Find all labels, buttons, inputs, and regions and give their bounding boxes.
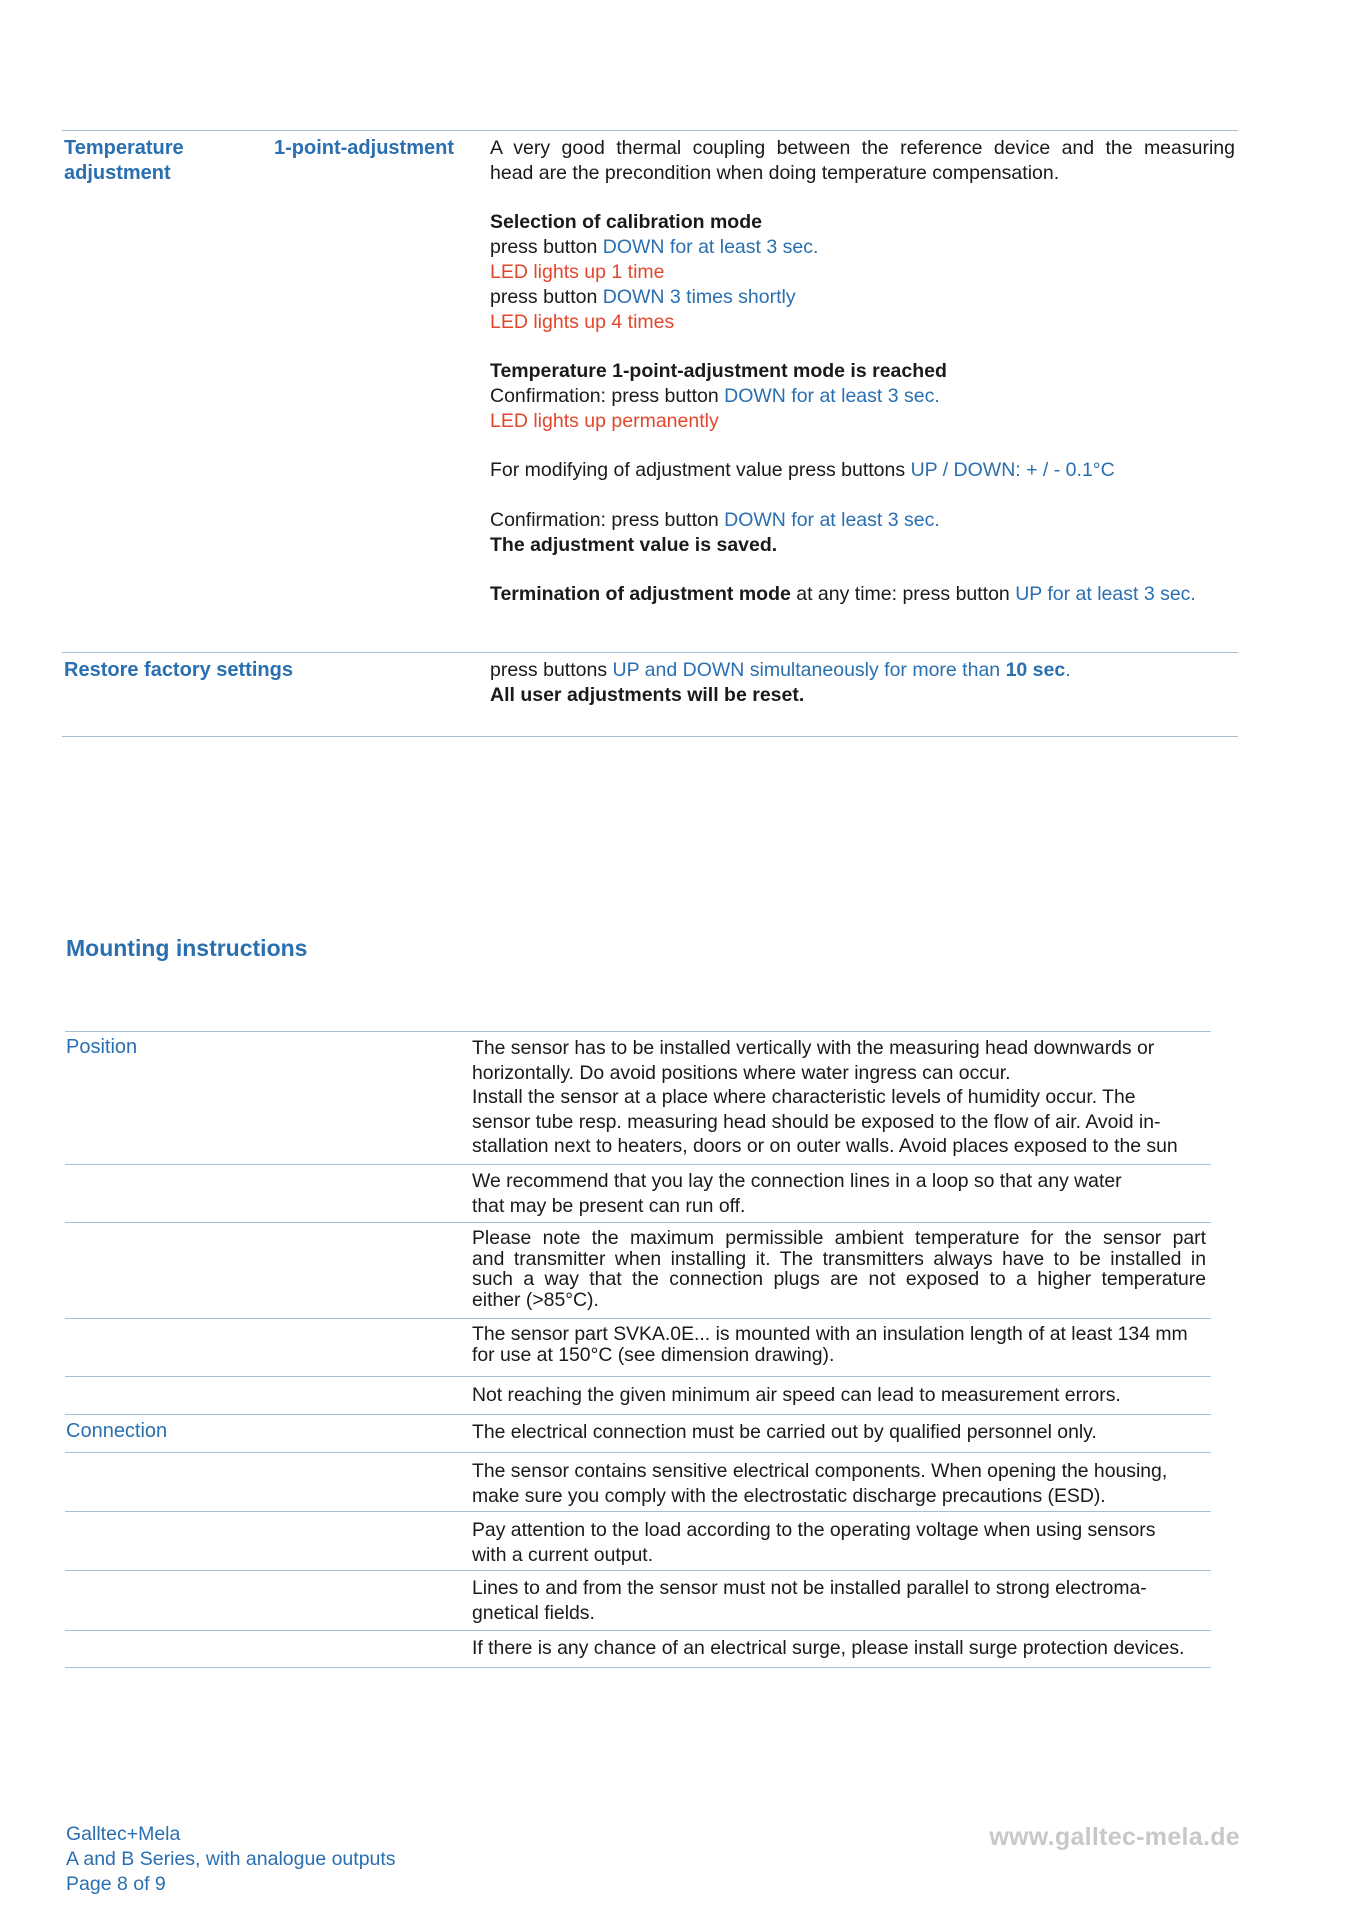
position-row-2: We recommend that you lay the connection lines in a loop so that any water that may be present can run off. xyxy=(472,1170,1122,1217)
rule-m7 xyxy=(65,1511,1211,1512)
restore-factory-settings-label: Restore factory settings xyxy=(64,659,293,681)
rule-m3 xyxy=(65,1318,1211,1319)
rule-m6 xyxy=(65,1452,1211,1453)
footer-series: A and B Series, with analogue outputs xyxy=(66,1848,396,1870)
temperature-adjustment-text xyxy=(490,136,1235,632)
connection-row-4: Lines to and from the sensor must not be installed parallel to strong electroma- gnetical fields. xyxy=(472,1577,1147,1624)
mode-reached-paragraph: Temperature 1-point-adjustment mode is reached Confirmation: press button DOWN for at least 3 sec. LED lights up permanently xyxy=(490,359,1235,433)
save-paragraph: Confirmation: press button DOWN for at least 3 sec. The adjustment value is saved. xyxy=(490,508,940,556)
termination-paragraph: Termination of adjustment mode at any time: press button UP for at least 3 sec. xyxy=(490,583,1196,606)
rule-m9 xyxy=(65,1630,1211,1631)
rule-m8 xyxy=(65,1570,1211,1571)
rule-m0 xyxy=(65,1031,1211,1032)
connection-row-3: Pay attention to the load according to the operating voltage when using sensors with a current output. xyxy=(472,1519,1156,1566)
position-row-5: Not reaching the given minimum air speed can lead to measurement errors. xyxy=(472,1384,1121,1406)
connection-row-1: The electrical connection must be carried out by qualified personnel only. xyxy=(472,1421,1097,1443)
footer-page-number: Page 8 of 9 xyxy=(66,1873,166,1895)
modify-paragraph: For modifying of adjustment value press buttons UP / DOWN: + / - 0.1°C xyxy=(490,459,1115,482)
temperature-adjustment-label: Temperature adjustment xyxy=(64,137,184,184)
footer-company: Galltec+Mela xyxy=(66,1823,181,1845)
rule-m4 xyxy=(65,1376,1211,1377)
intro-paragraph: A very good thermal coupling between the reference device and the measuring head are the precondition when doing temperature compensation. xyxy=(490,137,1235,184)
position-row-4: The sensor part SVKA.0E... is mounted with an insulation length of at least 134 mm for use at 150°C (see dimension drawing). xyxy=(472,1323,1188,1366)
rule-restore-top xyxy=(62,652,1238,653)
restore-factory-settings-text: press buttons UP and DOWN simultaneously for more than 10 sec. All user adjustments will be reset. xyxy=(490,659,1071,706)
rule-restore-bottom xyxy=(62,736,1238,737)
one-point-adjustment-label: 1-point-adjustment xyxy=(274,137,454,159)
position-label: Position xyxy=(66,1036,138,1058)
rule-m2 xyxy=(65,1222,1211,1223)
selection-paragraph: Selection of calibration mode press button DOWN for at least 3 sec. LED lights up 1 time press button DOWN 3 times shortly LED lights up 4 times xyxy=(490,210,1235,334)
rule-top xyxy=(62,130,1238,131)
position-row-3: Please note the maximum permissible ambient temperature for the sensor part and transmitter when installing it. The transmitters always have to be installed in such a way that the connection plugs are not exposed to a higher temperature either (>85°C). xyxy=(472,1227,1206,1311)
step-press-down-3times: press button DOWN 3 times shortly xyxy=(490,285,796,308)
mounting-instructions-title: Mounting instructions xyxy=(66,935,308,961)
confirmation-line: Confirmation: press button DOWN for at least 3 sec. xyxy=(490,384,940,407)
connection-row-2: The sensor contains sensitive electrical components. When opening the housing, make sure you comply with the electrostatic discharge precautions (ESD). xyxy=(472,1460,1168,1507)
footer xyxy=(66,1822,396,1897)
connection-label: Connection xyxy=(66,1420,168,1442)
step-press-down-3sec: press button DOWN for at least 3 sec. xyxy=(490,236,819,259)
rule-m10 xyxy=(65,1667,1211,1668)
position-row-1: The sensor has to be installed vertically with the measuring head downwards or horizontally. Do avoid positions where water ingress can occur. Install the sensor at a place where characteristic levels of humidity occur. The sensor tube resp. measuring head should be exposed to the flow of air. Avoid in- stallation next to heaters, doors or on outer walls. Avoid places exposed to the sun xyxy=(472,1037,1178,1158)
website-url[interactable]: www.galltec-mela.de xyxy=(989,1823,1240,1851)
connection-row-5: If there is any chance of an electrical surge, please install surge protection devices. xyxy=(472,1637,1185,1659)
rule-m1 xyxy=(65,1164,1211,1165)
rule-m5 xyxy=(65,1414,1211,1415)
